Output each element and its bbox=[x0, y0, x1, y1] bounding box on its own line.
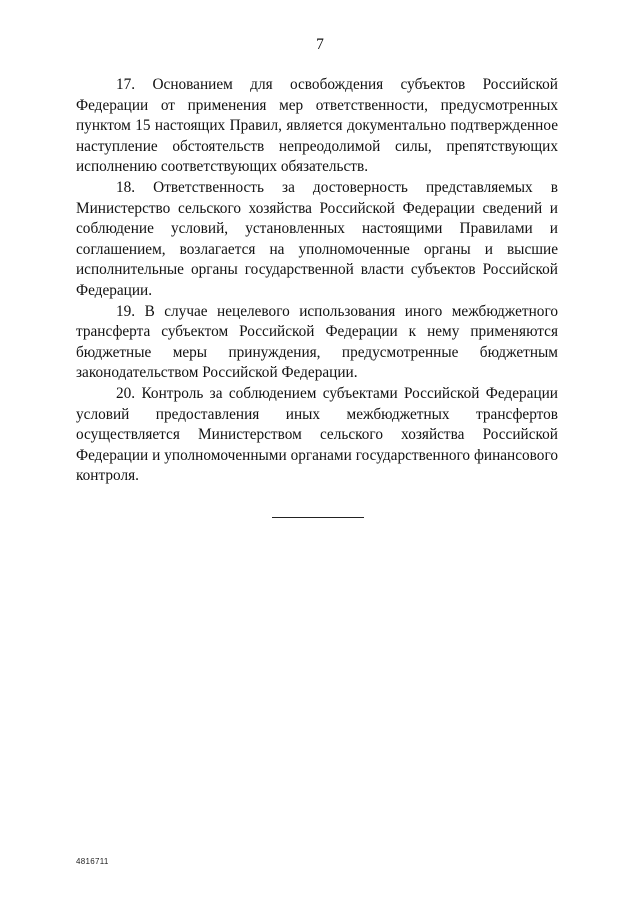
document-code: 4816711 bbox=[76, 857, 109, 866]
paragraph-19: 19. В случае нецелевого использования иного межбюджетного трансферта субъектом Российской Федерации к нему применяются бюджетные меры принуждения, предусмотренные бюджетным законодательством Российской Федерации. bbox=[76, 302, 558, 382]
page-number: 7 bbox=[316, 36, 324, 53]
end-of-document-rule bbox=[272, 517, 364, 518]
paragraph-20: 20. Контроль за соблюдением субъектами Российской Федерации условий предоставления иных межбюджетных трансфертов осуществляется Министерством сельского хозяйства Российской Федерации и уполномоченными органами государственного финансового контроля. bbox=[76, 384, 558, 485]
paragraph-18: 18. Ответственность за достоверность представляемых в Министерство сельского хозяйства Российской Федерации сведений и соблюдение условий, установленных настоящими Правилами и соглашением, возлагается на уполномоченные органы и высшие исполнительные органы государственной власти субъектов Российской Федерации. bbox=[76, 178, 558, 299]
document-body bbox=[76, 75, 558, 487]
paragraph-17: 17. Основанием для освобождения субъектов Российской Федерации от применения мер ответственности, предусмотренных пунктом 15 настоящих Правил, является документально подтвержденное наступление обстоятельств непреодолимой силы, препятствующих исполнению соответствующих обязательств. bbox=[76, 76, 558, 176]
